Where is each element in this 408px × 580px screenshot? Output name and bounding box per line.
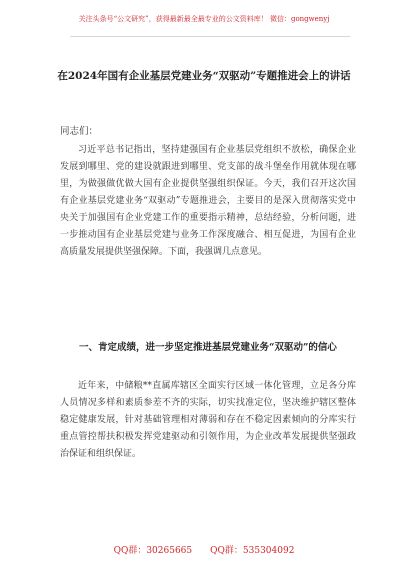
footer-banner	[0, 543, 408, 556]
footer-qq-group-1: QQ群：30265665	[113, 546, 193, 556]
footer-qq-group-2: QQ群：535304092	[210, 546, 295, 556]
salutation: 同志们：	[60, 126, 99, 137]
document-title: 在2024年国有企业基层党建业务“双驱动”专题推进会上的讲话	[57, 70, 351, 82]
section-heading-1: 一、肯定成绩，进一步坚定推进基层党建业务“双驱动”的信心	[79, 342, 337, 353]
header-divider	[70, 36, 350, 37]
body-paragraph-1: 习近平总书记指出，坚持建强国有企业基层党组织不放松，确保企业发展到哪里、党的建设就跟进到哪里、党支部的战斗堡垒作用就体现在哪里，为做强做优做大国有企业提供坚强组织保证。今天，我们召开这次国有企业基层党建业务“双驱动”专题推进会，主要目的是深入贯彻落实党中央关于加强国有企业党建工作的重要指示精神，总结经验，分析问题，进一步推动国有企业基层党建与业务工作深度融合、相互促进，为国有企业高质量发展提供坚强保障。下面，我强调几点意见。	[60, 145, 356, 257]
body-paragraph-2: 近年来，中储粮**直属库辖区全面实行区域一体化管理，立足各分库人员情况多样和素质参差不齐的实际，切实找准定位，坚决维护辖区整体稳定健康发展，针对基础管理相对薄弱和存在不稳定因素倾向的分库实行重点管控帮扶积极发挥党建驱动和引领作用，为企业改革发展提供坚强政治保证和组织保证。	[60, 381, 356, 459]
header-banner: 关注头条号“公文研究”，获得最新最全最专业的公文资料库！ 微信：gongwenyj	[78, 15, 330, 23]
